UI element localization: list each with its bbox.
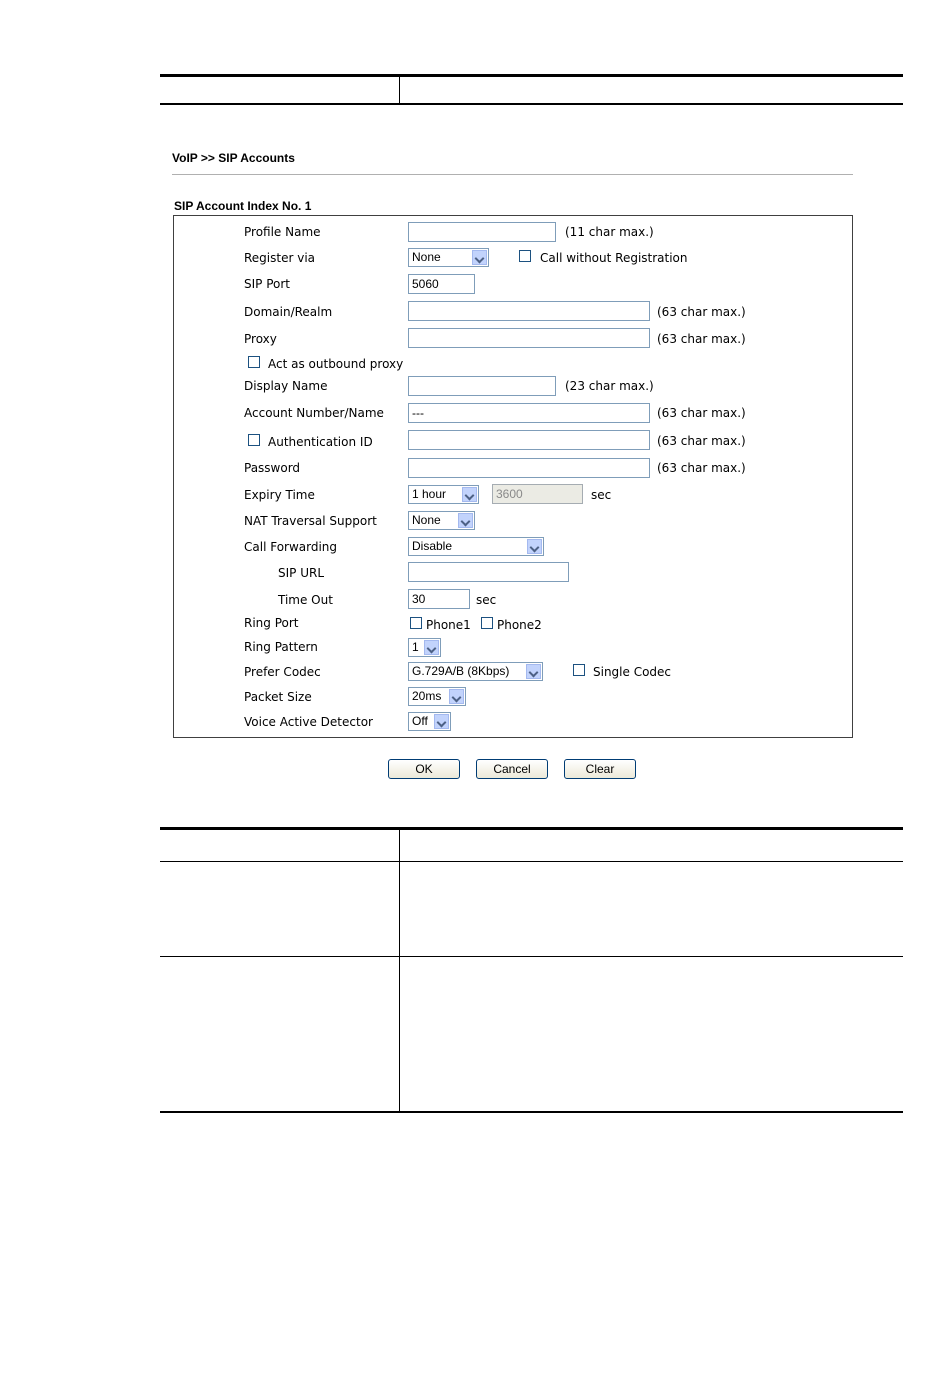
chevron-down-icon	[462, 487, 477, 502]
domain-realm-note: (63 char max.)	[657, 305, 746, 319]
bottom-table-rule-top	[160, 827, 903, 830]
call-without-registration-label: Call without Registration	[540, 251, 688, 265]
expiry-seconds-input: 3600	[492, 484, 583, 504]
packet-size-select[interactable]	[408, 687, 466, 706]
chevron-down-icon	[458, 513, 473, 528]
password-input[interactable]	[408, 458, 650, 478]
ok-button[interactable]: OK	[388, 759, 460, 779]
display-name-input[interactable]	[408, 376, 556, 396]
account-number-label: Account Number/Name	[244, 406, 384, 420]
nat-traversal-value: None	[412, 513, 441, 527]
register-via-label: Register via	[244, 251, 316, 265]
expiry-time-value: 1 hour	[412, 487, 447, 501]
proxy-note: (63 char max.)	[657, 332, 746, 346]
top-table-rule-bottom	[160, 103, 903, 105]
voice-active-detector-label: Voice Active Detector	[244, 715, 373, 729]
section-title: SIP Account Index No. 1	[174, 199, 312, 213]
profile-name-note: (11 char max.)	[565, 225, 654, 239]
page-title: VoIP >> SIP Accounts	[172, 151, 295, 165]
display-name-note: (23 char max.)	[565, 379, 654, 393]
prefer-codec-value: G.729A/B (8Kbps)	[412, 664, 510, 678]
packet-size-label: Packet Size	[244, 690, 312, 704]
password-note: (63 char max.)	[657, 461, 746, 475]
sip-url-label: SIP URL	[278, 566, 325, 580]
call-forwarding-select[interactable]	[408, 537, 544, 556]
title-divider	[172, 174, 853, 175]
time-out-label: Time Out	[278, 593, 333, 607]
chevron-down-icon	[449, 689, 464, 704]
register-via-value: None	[412, 250, 441, 264]
clear-button[interactable]: Clear	[564, 759, 636, 779]
account-number-note: (63 char max.)	[657, 406, 746, 420]
packet-size-value: 20ms	[412, 689, 442, 703]
expiry-time-label: Expiry Time	[244, 488, 315, 502]
account-number-input[interactable]: ---	[408, 403, 650, 423]
sip-url-input[interactable]	[408, 562, 569, 582]
bottom-table-rule-header	[160, 861, 903, 862]
time-out-unit: sec	[476, 593, 497, 607]
authentication-id-checkbox[interactable]	[248, 434, 260, 446]
authentication-id-note: (63 char max.)	[657, 434, 746, 448]
single-codec-checkbox[interactable]	[573, 664, 585, 676]
time-out-input[interactable]: 30	[408, 589, 470, 609]
domain-realm-label: Domain/Realm	[244, 305, 333, 319]
ring-port-phone2-checkbox[interactable]	[481, 617, 493, 629]
sip-port-input[interactable]: 5060	[408, 274, 475, 294]
authentication-id-label: Authentication ID	[268, 435, 373, 449]
top-table-divider	[399, 77, 400, 104]
password-label: Password	[244, 461, 301, 475]
domain-realm-input[interactable]	[408, 301, 650, 321]
ring-port-phone1-checkbox[interactable]	[410, 617, 422, 629]
chevron-down-icon	[424, 640, 439, 655]
expiry-time-select[interactable]	[408, 485, 479, 504]
voice-active-detector-select[interactable]	[408, 712, 451, 731]
profile-name-label: Profile Name	[244, 225, 321, 239]
register-via-select[interactable]	[408, 248, 489, 267]
profile-name-input[interactable]	[408, 222, 556, 242]
authentication-id-input[interactable]	[408, 430, 650, 450]
ring-pattern-value: 1	[412, 640, 419, 654]
single-codec-label: Single Codec	[593, 665, 672, 679]
top-table-rule-top	[160, 74, 903, 77]
prefer-codec-label: Prefer Codec	[244, 665, 321, 679]
nat-traversal-label: NAT Traversal Support	[244, 514, 377, 528]
call-forwarding-value: Disable	[412, 539, 453, 553]
prefer-codec-select[interactable]	[408, 662, 543, 681]
expiry-unit: sec	[591, 488, 612, 502]
chevron-down-icon	[527, 539, 542, 554]
call-without-registration-checkbox[interactable]	[519, 250, 531, 262]
ring-pattern-select[interactable]	[408, 638, 441, 657]
display-name-label: Display Name	[244, 379, 328, 393]
nat-traversal-select[interactable]	[408, 511, 475, 530]
act-as-outbound-proxy-checkbox[interactable]	[248, 356, 260, 368]
ring-port-phone1-label: Phone1	[426, 618, 471, 632]
voice-active-detector-value: Off	[412, 714, 428, 728]
act-as-outbound-proxy-label: Act as outbound proxy	[268, 357, 404, 371]
proxy-label: Proxy	[244, 332, 277, 346]
bottom-table-divider	[399, 830, 400, 1112]
sip-port-label: SIP Port	[244, 277, 290, 291]
ring-port-label: Ring Port	[244, 616, 299, 630]
chevron-down-icon	[472, 250, 487, 265]
call-forwarding-label: Call Forwarding	[244, 540, 338, 554]
bottom-table-rule-bottom	[160, 1111, 903, 1113]
chevron-down-icon	[434, 714, 449, 729]
cancel-button[interactable]: Cancel	[476, 759, 548, 779]
ring-port-phone2-label: Phone2	[497, 618, 542, 632]
ring-pattern-label: Ring Pattern	[244, 640, 318, 654]
proxy-input[interactable]	[408, 328, 650, 348]
chevron-down-icon	[526, 664, 541, 679]
bottom-table-rule-row	[160, 956, 903, 957]
